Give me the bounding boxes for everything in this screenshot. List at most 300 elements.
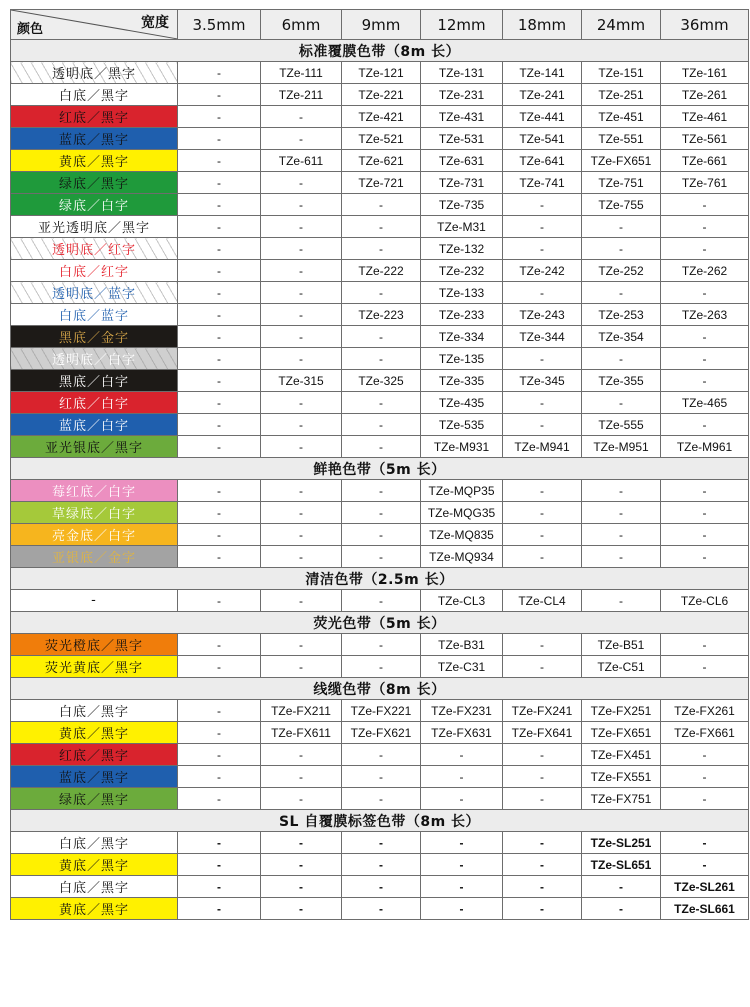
tape-color-cell: 白底／黑字: [11, 832, 178, 854]
tape-color-cell: 透明底／白字: [11, 348, 178, 370]
tape-color-cell: 白底／黑字: [11, 876, 178, 898]
model-cell: TZe-SL251: [582, 832, 661, 854]
model-cell: TZe-CL4: [503, 590, 582, 612]
width-header-cell: 3.5mm: [178, 10, 261, 40]
table-row: [11, 744, 749, 766]
model-cell: -: [661, 766, 749, 788]
table-row: [11, 502, 749, 524]
model-cell: -: [582, 546, 661, 568]
model-cell: TZe-MQ835: [421, 524, 503, 546]
model-cell: TZe-243: [503, 304, 582, 326]
model-cell: TZe-FX751: [582, 788, 661, 810]
section-header-row: [11, 810, 749, 832]
table-row: [11, 216, 749, 238]
model-cell: -: [661, 216, 749, 238]
model-cell: -: [261, 766, 342, 788]
tape-color-cell: 透明底／蓝字: [11, 282, 178, 304]
model-cell: TZe-741: [503, 172, 582, 194]
model-cell: -: [261, 326, 342, 348]
model-cell: -: [178, 480, 261, 502]
model-cell: -: [503, 502, 582, 524]
table-row: [11, 876, 749, 898]
tape-color-cell: 黑底／金字: [11, 326, 178, 348]
model-cell: -: [661, 744, 749, 766]
model-cell: -: [261, 238, 342, 260]
table-row: [11, 898, 749, 920]
model-cell: TZe-261: [661, 84, 749, 106]
model-cell: TZe-631: [421, 150, 503, 172]
model-cell: TZe-111: [261, 62, 342, 84]
tape-color-cell: 绿底／黑字: [11, 788, 178, 810]
section-title: 标准覆膜色带（8m 长）: [11, 40, 749, 62]
model-cell: TZe-FX231: [421, 700, 503, 722]
model-cell: -: [661, 414, 749, 436]
section-header-row: [11, 458, 749, 480]
model-cell: TZe-M31: [421, 216, 503, 238]
model-cell: TZe-132: [421, 238, 503, 260]
model-cell: -: [582, 524, 661, 546]
model-cell: -: [178, 898, 261, 920]
model-cell: TZe-253: [582, 304, 661, 326]
model-cell: -: [261, 282, 342, 304]
tape-color-cell: 亚银底／金字: [11, 546, 178, 568]
model-cell: -: [261, 546, 342, 568]
table-row: [11, 260, 749, 282]
table-row: [11, 700, 749, 722]
model-cell: -: [261, 392, 342, 414]
model-cell: -: [261, 502, 342, 524]
table-row: [11, 634, 749, 656]
model-cell: TZe-751: [582, 172, 661, 194]
model-cell: -: [661, 194, 749, 216]
model-cell: TZe-354: [582, 326, 661, 348]
model-cell: TZe-C51: [582, 656, 661, 678]
model-cell: -: [178, 392, 261, 414]
model-cell: -: [261, 656, 342, 678]
model-cell: TZe-FX641: [503, 722, 582, 744]
model-cell: -: [261, 216, 342, 238]
model-cell: -: [342, 348, 421, 370]
model-cell: -: [178, 128, 261, 150]
model-cell: -: [582, 590, 661, 612]
model-cell: TZe-FX451: [582, 744, 661, 766]
model-cell: -: [178, 546, 261, 568]
model-cell: TZe-FX551: [582, 766, 661, 788]
model-cell: -: [342, 634, 421, 656]
section-title: 荧光色带（5m 长）: [11, 612, 749, 634]
table-row: [11, 282, 749, 304]
table-row: [11, 414, 749, 436]
tape-color-cell: 亚光透明底／黑字: [11, 216, 178, 238]
model-cell: -: [178, 524, 261, 546]
model-cell: TZe-M961: [661, 436, 749, 458]
tape-color-cell: 黄底／黑字: [11, 722, 178, 744]
model-cell: -: [421, 854, 503, 876]
model-cell: -: [178, 414, 261, 436]
model-cell: -: [342, 392, 421, 414]
model-cell: -: [503, 546, 582, 568]
model-cell: -: [261, 898, 342, 920]
model-cell: TZe-FX611: [261, 722, 342, 744]
model-cell: TZe-641: [503, 150, 582, 172]
model-cell: TZe-B31: [421, 634, 503, 656]
table-row: [11, 128, 749, 150]
model-cell: -: [342, 656, 421, 678]
tape-color-cell: 白底／蓝字: [11, 304, 178, 326]
section-header-row: [11, 678, 749, 700]
model-cell: -: [421, 876, 503, 898]
model-cell: -: [582, 348, 661, 370]
width-header-cell: 36mm: [661, 10, 749, 40]
tape-color-cell: 白底／红字: [11, 260, 178, 282]
model-cell: -: [661, 282, 749, 304]
model-cell: -: [261, 744, 342, 766]
model-cell: -: [261, 106, 342, 128]
table-row: [11, 62, 749, 84]
model-cell: -: [503, 634, 582, 656]
width-header-cell: 18mm: [503, 10, 582, 40]
tape-color-cell: 蓝底／黑字: [11, 128, 178, 150]
model-cell: -: [178, 436, 261, 458]
model-cell: TZe-FX221: [342, 700, 421, 722]
table-row: [11, 84, 749, 106]
model-cell: TZe-161: [661, 62, 749, 84]
tape-color-cell: 透明底／红字: [11, 238, 178, 260]
model-cell: -: [582, 216, 661, 238]
model-cell: -: [503, 876, 582, 898]
model-cell: -: [661, 788, 749, 810]
model-cell: TZe-211: [261, 84, 342, 106]
table-row: [11, 194, 749, 216]
model-cell: -: [178, 216, 261, 238]
section-title: 鲜艳色带（5m 长）: [11, 458, 749, 480]
model-cell: TZe-FX651: [582, 722, 661, 744]
model-cell: TZe-344: [503, 326, 582, 348]
tape-color-cell: 黄底／黑字: [11, 854, 178, 876]
section-title: SL 自覆膜标签色带（8m 长）: [11, 810, 749, 832]
model-cell: TZe-MQG35: [421, 502, 503, 524]
model-cell: TZe-FX621: [342, 722, 421, 744]
table-row: [11, 854, 749, 876]
model-cell: -: [178, 238, 261, 260]
model-cell: -: [342, 282, 421, 304]
model-cell: -: [661, 502, 749, 524]
model-cell: -: [661, 238, 749, 260]
model-cell: -: [342, 766, 421, 788]
model-cell: -: [178, 106, 261, 128]
model-cell: TZe-555: [582, 414, 661, 436]
table-row: [11, 590, 749, 612]
model-cell: -: [342, 876, 421, 898]
model-cell: TZe-FX241: [503, 700, 582, 722]
model-cell: -: [503, 216, 582, 238]
model-cell: -: [178, 348, 261, 370]
section-header-row: [11, 40, 749, 62]
model-cell: -: [261, 854, 342, 876]
model-cell: TZe-151: [582, 62, 661, 84]
model-cell: TZe-222: [342, 260, 421, 282]
model-cell: TZe-755: [582, 194, 661, 216]
model-cell: -: [342, 216, 421, 238]
tape-color-cell: 白底／黑字: [11, 700, 178, 722]
model-cell: TZe-131: [421, 62, 503, 84]
model-cell: TZe-611: [261, 150, 342, 172]
model-cell: -: [661, 326, 749, 348]
model-cell: -: [342, 502, 421, 524]
model-cell: -: [503, 238, 582, 260]
model-cell: -: [503, 744, 582, 766]
model-cell: -: [421, 766, 503, 788]
model-cell: TZe-465: [661, 392, 749, 414]
section-header-row: [11, 612, 749, 634]
tape-color-cell: 荧光黄底／黑字: [11, 656, 178, 678]
model-cell: -: [503, 832, 582, 854]
model-cell: TZe-315: [261, 370, 342, 392]
model-cell: -: [178, 304, 261, 326]
model-cell: -: [661, 524, 749, 546]
model-cell: TZe-SL651: [582, 854, 661, 876]
tape-spec-table-container: [10, 9, 749, 920]
tape-color-cell: 绿底／黑字: [11, 172, 178, 194]
model-cell: -: [342, 480, 421, 502]
model-cell: -: [342, 326, 421, 348]
model-cell: -: [503, 788, 582, 810]
tape-color-cell: 黄底／黑字: [11, 898, 178, 920]
model-cell: TZe-441: [503, 106, 582, 128]
tape-color-cell: 白底／黑字: [11, 84, 178, 106]
model-cell: TZe-334: [421, 326, 503, 348]
model-cell: TZe-223: [342, 304, 421, 326]
width-axis-label: 宽度: [141, 15, 169, 31]
section-header-row: [11, 568, 749, 590]
model-cell: TZe-721: [342, 172, 421, 194]
table-row: [11, 656, 749, 678]
model-cell: TZe-141: [503, 62, 582, 84]
model-cell: -: [661, 480, 749, 502]
header-row: [11, 10, 749, 40]
model-cell: TZe-SL261: [661, 876, 749, 898]
table-row: [11, 436, 749, 458]
model-cell: -: [582, 392, 661, 414]
model-cell: -: [342, 524, 421, 546]
model-cell: TZe-735: [421, 194, 503, 216]
model-cell: TZe-421: [342, 106, 421, 128]
model-cell: -: [178, 282, 261, 304]
model-cell: TZe-263: [661, 304, 749, 326]
section-title: 清洁色带（2.5m 长）: [11, 568, 749, 590]
model-cell: TZe-232: [421, 260, 503, 282]
model-cell: -: [178, 172, 261, 194]
model-cell: TZe-461: [661, 106, 749, 128]
model-cell: -: [178, 84, 261, 106]
model-cell: -: [421, 788, 503, 810]
model-cell: -: [582, 898, 661, 920]
model-cell: TZe-MQP35: [421, 480, 503, 502]
model-cell: TZe-621: [342, 150, 421, 172]
model-cell: -: [503, 854, 582, 876]
model-cell: -: [503, 282, 582, 304]
model-cell: TZe-241: [503, 84, 582, 106]
model-cell: -: [582, 282, 661, 304]
model-cell: TZe-531: [421, 128, 503, 150]
model-cell: -: [178, 854, 261, 876]
width-header-cell: 24mm: [582, 10, 661, 40]
model-cell: -: [261, 194, 342, 216]
table-row: [11, 238, 749, 260]
tape-color-cell: 亮金底／白字: [11, 524, 178, 546]
tape-color-cell: 荧光橙底／黑字: [11, 634, 178, 656]
model-cell: -: [661, 832, 749, 854]
model-cell: TZe-541: [503, 128, 582, 150]
model-cell: -: [503, 524, 582, 546]
model-cell: -: [261, 832, 342, 854]
model-cell: -: [342, 194, 421, 216]
model-cell: -: [421, 832, 503, 854]
model-cell: TZe-SL661: [661, 898, 749, 920]
model-cell: -: [503, 898, 582, 920]
model-cell: TZe-135: [421, 348, 503, 370]
model-cell: -: [661, 348, 749, 370]
model-cell: TZe-345: [503, 370, 582, 392]
model-cell: -: [261, 348, 342, 370]
tape-color-cell: 莓红底／白字: [11, 480, 178, 502]
model-cell: -: [261, 876, 342, 898]
model-cell: -: [503, 656, 582, 678]
model-cell: -: [342, 414, 421, 436]
model-cell: -: [582, 480, 661, 502]
model-cell: TZe-731: [421, 172, 503, 194]
model-cell: TZe-231: [421, 84, 503, 106]
tape-color-cell: 蓝底／黑字: [11, 766, 178, 788]
tape-color-cell: 草绿底／白字: [11, 502, 178, 524]
model-cell: -: [178, 370, 261, 392]
model-cell: TZe-325: [342, 370, 421, 392]
table-row: [11, 392, 749, 414]
model-cell: -: [261, 436, 342, 458]
model-cell: -: [342, 436, 421, 458]
model-cell: -: [503, 414, 582, 436]
section-title: 线缆色带（8m 长）: [11, 678, 749, 700]
model-cell: -: [261, 788, 342, 810]
model-cell: -: [261, 260, 342, 282]
model-cell: TZe-M931: [421, 436, 503, 458]
table-row: [11, 370, 749, 392]
table-row: [11, 348, 749, 370]
model-cell: -: [178, 326, 261, 348]
table-row: [11, 326, 749, 348]
model-cell: -: [421, 744, 503, 766]
tape-color-cell: -: [11, 590, 178, 612]
model-cell: -: [178, 150, 261, 172]
model-cell: TZe-B51: [582, 634, 661, 656]
model-cell: TZe-FX251: [582, 700, 661, 722]
color-axis-label: 颜色: [17, 22, 44, 37]
model-cell: -: [261, 414, 342, 436]
model-cell: TZe-M951: [582, 436, 661, 458]
model-cell: -: [261, 172, 342, 194]
model-cell: -: [178, 656, 261, 678]
model-cell: TZe-451: [582, 106, 661, 128]
model-cell: TZe-242: [503, 260, 582, 282]
tape-color-cell: 透明底／黑字: [11, 62, 178, 84]
model-cell: -: [503, 392, 582, 414]
tape-color-cell: 亚光银底／黑字: [11, 436, 178, 458]
model-cell: TZe-551: [582, 128, 661, 150]
model-cell: -: [261, 480, 342, 502]
model-cell: TZe-262: [661, 260, 749, 282]
model-cell: -: [661, 546, 749, 568]
model-cell: TZe-761: [661, 172, 749, 194]
model-cell: -: [178, 260, 261, 282]
model-cell: -: [503, 766, 582, 788]
model-cell: -: [178, 194, 261, 216]
model-cell: -: [582, 502, 661, 524]
model-cell: TZe-221: [342, 84, 421, 106]
model-cell: TZe-335: [421, 370, 503, 392]
model-cell: TZe-CL3: [421, 590, 503, 612]
table-row: [11, 524, 749, 546]
model-cell: -: [582, 238, 661, 260]
model-cell: TZe-M941: [503, 436, 582, 458]
model-cell: TZe-FX661: [661, 722, 749, 744]
model-cell: TZe-561: [661, 128, 749, 150]
table-row: [11, 150, 749, 172]
corner-header-cell: [11, 10, 178, 40]
model-cell: -: [178, 744, 261, 766]
model-cell: -: [342, 744, 421, 766]
model-cell: -: [261, 634, 342, 656]
table-row: [11, 480, 749, 502]
model-cell: -: [421, 898, 503, 920]
model-cell: -: [503, 348, 582, 370]
model-cell: TZe-FX631: [421, 722, 503, 744]
model-cell: -: [178, 590, 261, 612]
tape-color-cell: 黄底／黑字: [11, 150, 178, 172]
model-cell: -: [261, 590, 342, 612]
model-cell: -: [503, 194, 582, 216]
table-row: [11, 106, 749, 128]
model-cell: TZe-355: [582, 370, 661, 392]
table-row: [11, 304, 749, 326]
model-cell: -: [178, 722, 261, 744]
model-cell: -: [178, 634, 261, 656]
model-cell: -: [178, 832, 261, 854]
model-cell: -: [342, 590, 421, 612]
model-cell: -: [661, 656, 749, 678]
width-header-cell: 12mm: [421, 10, 503, 40]
tape-color-cell: 绿底／白字: [11, 194, 178, 216]
model-cell: TZe-251: [582, 84, 661, 106]
model-cell: -: [342, 898, 421, 920]
table-row: [11, 172, 749, 194]
model-cell: -: [178, 62, 261, 84]
model-cell: TZe-121: [342, 62, 421, 84]
model-cell: -: [261, 304, 342, 326]
model-cell: -: [261, 128, 342, 150]
model-cell: TZe-133: [421, 282, 503, 304]
model-cell: -: [178, 502, 261, 524]
width-header-cell: 9mm: [342, 10, 421, 40]
model-cell: -: [342, 788, 421, 810]
model-cell: -: [178, 876, 261, 898]
model-cell: -: [503, 480, 582, 502]
model-cell: -: [178, 700, 261, 722]
model-cell: TZe-FX211: [261, 700, 342, 722]
table-row: [11, 788, 749, 810]
tape-color-cell: 红底／白字: [11, 392, 178, 414]
model-cell: TZe-CL6: [661, 590, 749, 612]
model-cell: -: [342, 238, 421, 260]
